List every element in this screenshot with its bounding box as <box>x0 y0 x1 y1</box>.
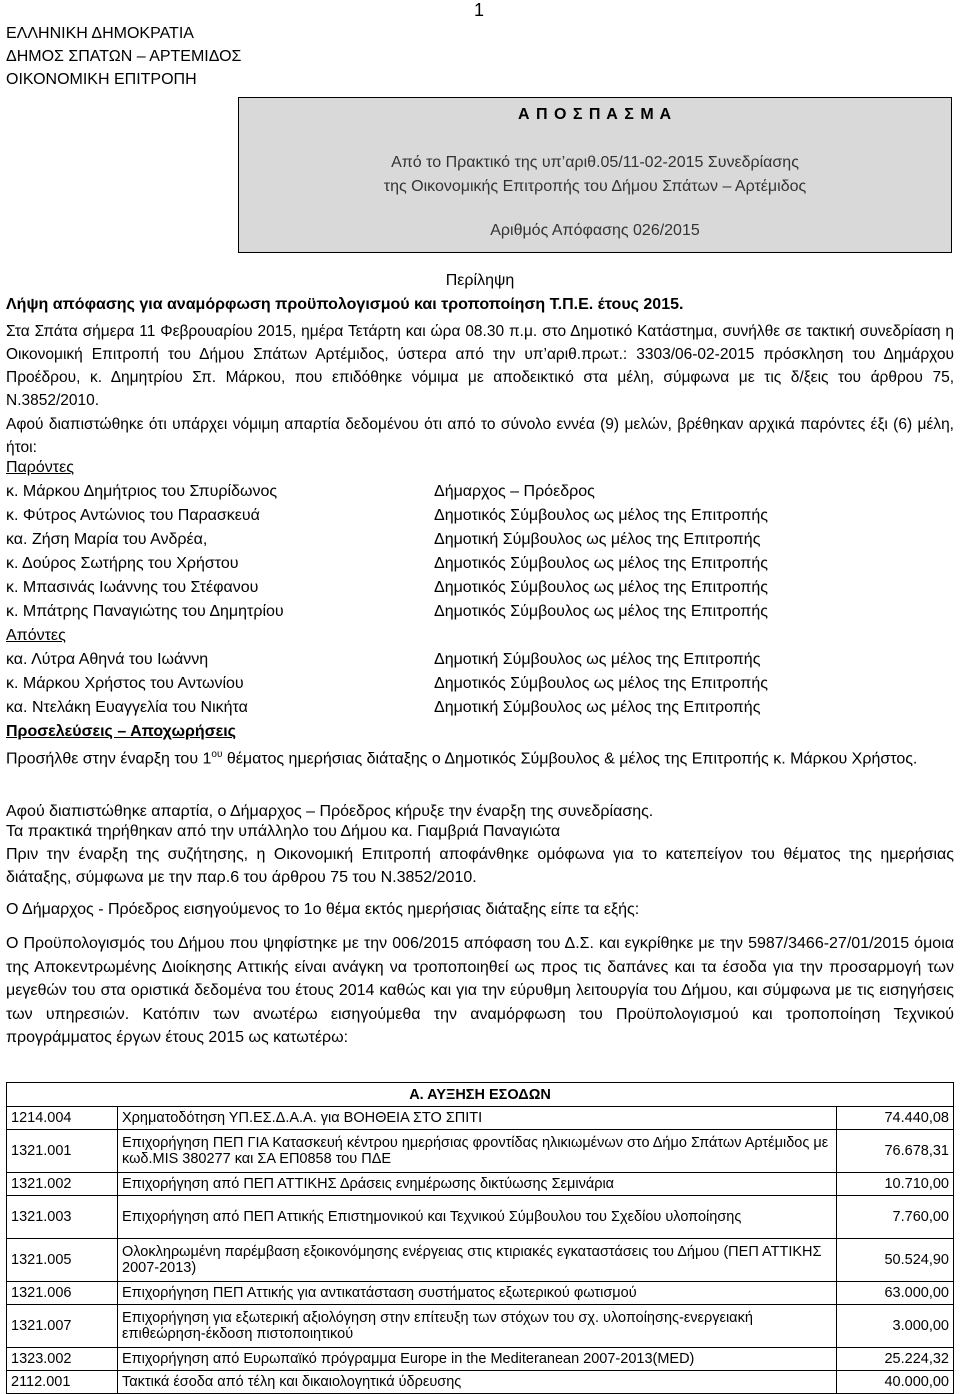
account-description: Επιχορήγηση ΠΕΠ ΓΙΑ Κατασκευή κέντρου ημερήσιας φροντίδας ηλικιωμένων στο Δήμο Σπάτων Αρτέμιδος με κωδ.MIS 380277 και ΣΑ ΕΠ0858 του ΠΔΕ <box>118 1130 837 1173</box>
member-name: κα. Ντελάκη Ευαγγελία του Νικήτα <box>6 699 248 716</box>
account-description: Τακτικά έσοδα από τέλη και δικαιολογητικά ύδρευσης <box>118 1371 837 1394</box>
arrival-text: θέματος ημερήσιας διάταξης ο Δημοτικός Σύμβουλος & μέλος της Επιτροπής κ. Μάρκου Χρήστος. <box>222 750 918 768</box>
issuer-header <box>6 22 241 91</box>
account-description: Επιχορήγηση από ΠΕΠ ΑΤΤΙΚΗΣ Δράσεις ενημέρωσης δικτύωσης Σεμινάρια <box>118 1173 837 1196</box>
account-description: Επιχορήγηση για εξωτερική αξιολόγηση στην επίτευξη των στόχων του σχ. υλοποίησης-ενεργειακή επιθεώρηση-έκδοση πιστοποιητικού <box>118 1305 837 1348</box>
minutes-paragraph: Τα πρακτικά τηρήθηκαν από την υπάλληλο του Δήμου κα. Γιαμβριά Παναγιώτα <box>6 823 561 840</box>
amount: 10.710,00 <box>837 1173 954 1196</box>
table-row <box>7 1107 954 1130</box>
amount: 50.524,90 <box>837 1239 954 1282</box>
urgency-paragraph: Πριν την έναρξη της συζήτησης, η Οικονομική Επιτροπή αποφάνθηκε ομόφωνα για το κατεπείγον του θέματος της ημερήσιας διάταξης, σύμφωνα με την παρ.6 του άρθρου 75 του Ν.3852/2010. <box>6 846 954 886</box>
account-code: 1321.002 <box>7 1173 118 1196</box>
account-description: Ολοκληρωμένη παρέμβαση εξοικονόμησης ενέργειας στις κτιριακές εγκαταστάσεις του Δήμου (ΠΕΠ ΑΤΤΙΚΗΣ 2007-2013) <box>118 1239 837 1282</box>
absent-heading: Απόντες <box>6 627 66 644</box>
table-row <box>7 1173 954 1196</box>
table-row <box>7 1196 954 1239</box>
revenue-increase-table <box>6 1082 954 1394</box>
member-role: Δημοτικός Σύμβουλος ως μέλος της Επιτροπής <box>434 603 768 620</box>
table-heading-row <box>7 1083 954 1107</box>
member-name: κα. Ζήση Μαρία του Ανδρέα, <box>6 531 208 548</box>
amount: 7.760,00 <box>837 1196 954 1239</box>
member-name: κ. Μπάτρης Παναγιώτης του Δημητρίου <box>6 603 284 620</box>
account-code: 1321.001 <box>7 1130 118 1173</box>
arrival-paragraph <box>6 742 954 772</box>
table-row <box>7 1130 954 1173</box>
amount: 76.678,31 <box>837 1130 954 1173</box>
minutes-reference: Από το Πρακτικό της υπ’αριθ.05/11-02-2015 Συνεδρίασης <box>391 154 799 171</box>
decision-number: Αριθμός Απόφασης 026/2015 <box>490 222 700 239</box>
table-row <box>7 1239 954 1282</box>
intro-paragraph: Στα Σπάτα σήμερα 11 Φεβρουαρίου 2015, ημέρα Τετάρτη και ώρα 08.30 π.μ. στο Δημοτικό Κατάστημα, συνήλθε σε τακτική συνεδρίαση η Οικονομική Επιτροπή του Δήμου Σπάτων Αρτέμιδος, ύστερα από την υπ’αριθ.πρωτ.: 3303/06-02-2015 πρόσκληση του Δημάρχου Προέδρου, κ. Δημητρίου Σπ. Μάρκου, που επιδόθηκε νόμιμα με αποδεικτικό στα μέλη, σύμφωνα με τις δ/ξεις του άρθρου 75, Ν.3852/2010. <box>6 323 954 409</box>
account-code: 1323.002 <box>7 1348 118 1371</box>
summary-label: Περίληψη <box>445 272 515 289</box>
page-number: 1 <box>474 0 485 20</box>
account-description: Επιχορήγηση από ΠΕΠ Αττικής Επιστημονικού και Τεχνικού Σύμβουλου του Σχεδίου υλοποίησης <box>118 1196 837 1239</box>
member-role: Δημοτικός Σύμβουλος ως μέλος της Επιτροπής <box>434 507 768 524</box>
amount: 25.224,32 <box>837 1348 954 1371</box>
member-role: Δημοτικός Σύμβουλος ως μέλος της Επιτροπής <box>434 579 768 596</box>
amount: 74.440,08 <box>837 1107 954 1130</box>
table-row <box>7 1305 954 1348</box>
issuer-line: ΔΗΜΟΣ ΣΠΑΤΩΝ – ΑΡΤΕΜΙΔΟΣ <box>6 48 242 65</box>
member-name: κ. Δούρος Σωτήρης του Χρήστου <box>6 555 239 572</box>
account-code: 1321.003 <box>7 1196 118 1239</box>
member-role: Δημοτική Σύμβουλος ως μέλος της Επιτροπής <box>434 699 761 716</box>
issuer-line: ΟΙΚΟΝΟΜΙΚΗ ΕΠΙΤΡΟΠΗ <box>6 71 197 88</box>
member-name: κ. Μάρκου Χρήστος του Αντωνίου <box>6 675 244 692</box>
member-name: κ. Μάρκου Δημήτριος του Σπυρίδωνος <box>6 483 278 500</box>
account-code: 2112.001 <box>7 1371 118 1394</box>
budget-paragraph: Ο Προϋπολογισμός του Δήμου που ψηφίστηκε με την 006/2015 απόφαση του Δ.Σ. και εγκρίθηκε με την 5987/3466-27/01/2015 όμοια της Αποκεντρωμένης Διοίκησης Αττικής είναι ανάγκη να τροποποιηθεί ως προς τις δαπάνες και τα έσοδα για την προσαρμογή των μεγεθών του στα οριστικά δεδομένα του έτους 2014 καθώς και για την εύρυθμη λειτουργία του Δήμου, και σύμφωνα με τις εισηγήσεις των υπηρεσιών. Κατόπιν των ανωτέρω εισηγούμεθα την αναμόρφωση του Προϋπολογισμού και τροποποίηση Τεχνικού προγράμματος έργων έτους 2015 ως κατωτέρω: <box>6 935 954 1046</box>
issuer-line: ΕΛΛΗΝΙΚΗ ΔΗΜΟΚΡΑΤΙΑ <box>6 25 194 42</box>
table-heading: Α. ΑΥΞΗΣΗ ΕΣΟΔΩΝ <box>7 1083 954 1107</box>
member-role: Δήμαρχος – Πρόεδρος <box>434 483 595 500</box>
amount: 40.000,00 <box>837 1371 954 1394</box>
member-role: Δημοτική Σύμβουλος ως μέλος της Επιτροπής <box>434 651 761 668</box>
account-code: 1214.004 <box>7 1107 118 1130</box>
member-role: Δημοτική Σύμβουλος ως μέλος της Επιτροπής <box>434 531 761 548</box>
present-heading: Παρόντες <box>6 459 74 476</box>
account-code: 1321.007 <box>7 1305 118 1348</box>
rapporteur-paragraph: Ο Δήμαρχος - Πρόεδρος εισηγούμενος το 1ο θέμα εκτός ημερήσιας διάταξης είπε τα εξής: <box>6 901 640 918</box>
table-row <box>7 1348 954 1371</box>
member-name: κ. Μπασινάς Ιωάννης του Στέφανου <box>6 579 259 596</box>
member-role: Δημοτικός Σύμβουλος ως μέλος της Επιτροπής <box>434 675 768 692</box>
arrival-text: Προσήλθε στην έναρξη του 1 <box>6 750 212 768</box>
opening-paragraph: Αφού διαπιστώθηκε απαρτία, ο Δήμαρχος – Πρόεδρος κήρυξε την έναρξη της συνεδρίασης. <box>6 803 654 820</box>
member-role: Δημοτικός Σύμβουλος ως μέλος της Επιτροπής <box>434 555 768 572</box>
subject-line: Λήψη απόφασης για αναμόρφωση προϋπολογισμού και τροποποίηση Τ.Π.Ε. έτους 2015. <box>6 296 684 313</box>
quorum-paragraph: Αφού διαπιστώθηκε ότι υπάρχει νόμιμη απαρτία δεδομένου ότι από το σύνολο εννέα (9) μελών, βρέθηκαν αρχικά παρόντες έξι (6) μέλη, ήτοι: <box>6 416 954 456</box>
extract-box <box>238 97 952 253</box>
member-name: κ. Φύτρος Αντώνιος του Παρασκευά <box>6 507 260 524</box>
ordinal-suffix: ου <box>211 749 223 760</box>
account-description: Χρηματοδότηση ΥΠ.ΕΣ.Δ.Α.Α. για ΒΟΗΘΕΙΑ ΣΤΟ ΣΠΙΤΙ <box>118 1107 837 1130</box>
account-description: Επιχορήγηση ΠΕΠ Αττικής για αντικατάσταση συστήματος εξωτερικού φωτισμού <box>118 1282 837 1305</box>
table-row <box>7 1282 954 1305</box>
member-name: κα. Λύτρα Αθηνά του Ιωάννη <box>6 651 209 668</box>
amount: 3.000,00 <box>837 1305 954 1348</box>
account-code: 1321.006 <box>7 1282 118 1305</box>
arrivals-heading: Προσελεύσεις – Αποχωρήσεις <box>6 723 236 740</box>
amount: 63.000,00 <box>837 1282 954 1305</box>
account-description: Επιχορήγηση από Ευρωπαϊκό πρόγραμμα Europe in the Mediteranean 2007-2013(MED) <box>118 1348 837 1371</box>
account-code: 1321.005 <box>7 1239 118 1282</box>
extract-title: Α Π Ο Σ Π Α Σ Μ Α <box>517 106 673 123</box>
committee-reference: της Οικονομικής Επιτροπής του Δήμου Σπάτων – Αρτέμιδος <box>383 178 807 195</box>
